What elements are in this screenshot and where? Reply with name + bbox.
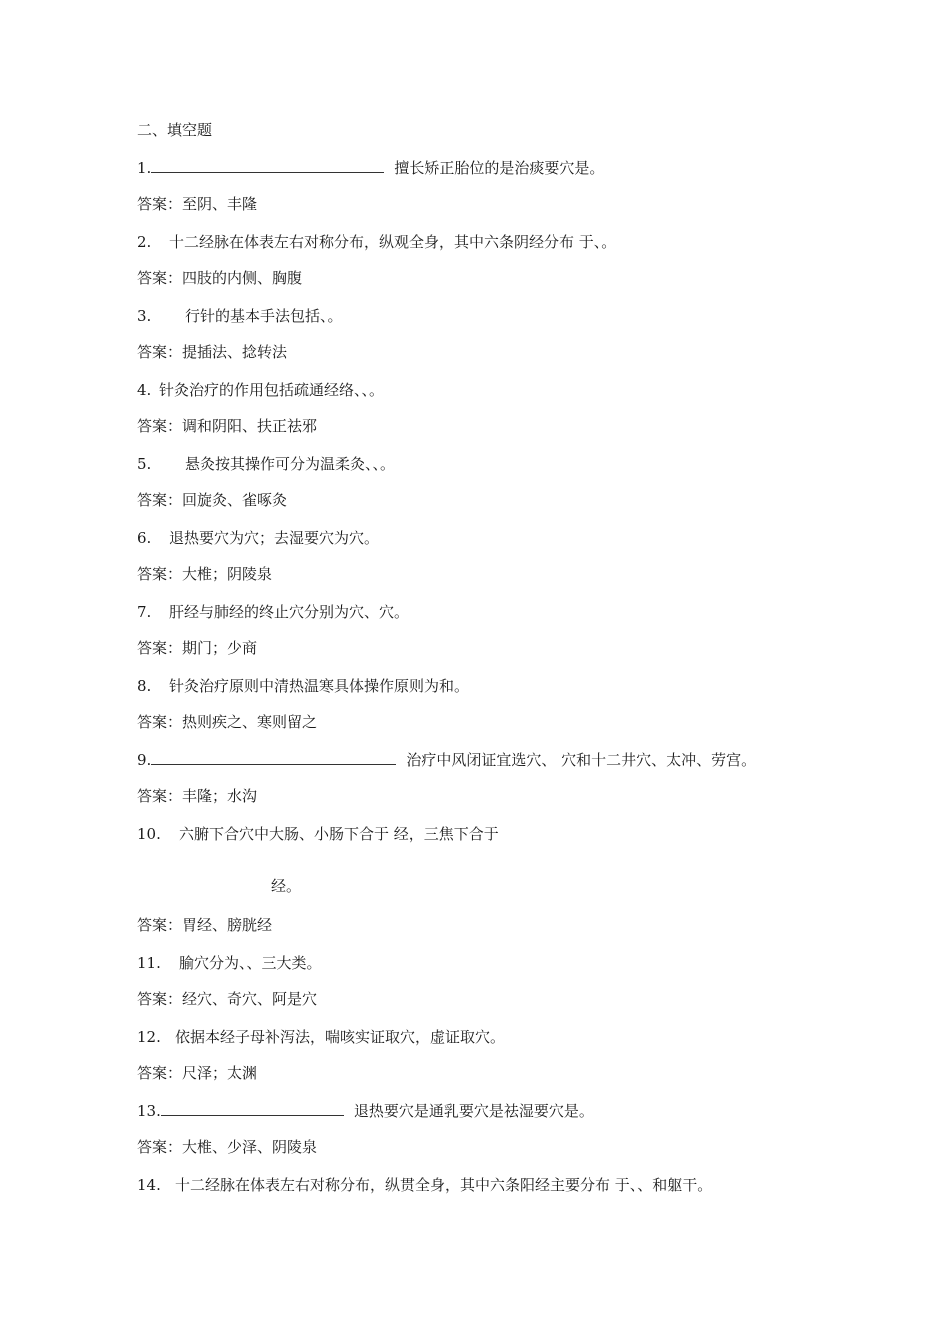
answer-2: 答案：四肢的内侧、胸腹: [137, 269, 303, 287]
question-text: 腧穴分为、、三大类。: [179, 954, 322, 972]
question-number: 13.: [137, 1102, 161, 1120]
answer-4: 答案：调和阴阳、扶正祛邪: [137, 417, 318, 435]
question-text: 六腑下合穴中大肠、小肠下合于 经，三焦下合于: [179, 825, 499, 843]
question-2: [137, 232, 616, 252]
question-14: [137, 1175, 712, 1195]
question-text: 针灸治疗的作用包括疏通经络、、。: [159, 381, 385, 399]
answer-blank: [151, 750, 396, 765]
question-7: [137, 602, 409, 622]
question-13: [137, 1101, 594, 1121]
section-title: 二、填空题: [137, 121, 213, 139]
answer-6: 答案：大椎；阴陵泉: [137, 565, 273, 583]
question-5: [137, 454, 395, 474]
question-text: 十二经脉在体表左右对称分布，纵观全身，其中六条阴经分布 于、。: [169, 233, 617, 251]
question-number: 3.: [137, 307, 152, 325]
question-number: 2.: [137, 233, 152, 251]
question-number: 10.: [137, 825, 161, 843]
question-11: [137, 953, 322, 973]
answer-3: 答案：提插法、捻转法: [137, 343, 288, 361]
question-text: 针灸治疗原则中清热温寒具体操作原则为和。: [169, 677, 470, 695]
question-number: 6.: [137, 529, 152, 547]
question-text: 肝经与肺经的终止穴分别为穴、穴。: [169, 603, 410, 621]
question-number: 8.: [137, 677, 152, 695]
question-number: 9.: [137, 751, 152, 769]
question-text: 依据本经子母补泻法，喘咳实证取穴，虚证取穴。: [175, 1028, 506, 1046]
answer-9: 答案：丰隆；水沟: [137, 787, 258, 805]
question-number: 14.: [137, 1176, 161, 1194]
question-10-continuation: 经。: [271, 877, 302, 895]
question-text: 退热要穴为穴；去湿要穴为穴。: [169, 529, 380, 547]
question-text: 十二经脉在体表左右对称分布，纵贯全身，其中六条阳经主要分布 于、、和躯干。: [175, 1176, 713, 1194]
question-text: 退热要穴是通乳要穴是祛湿要穴是。: [353, 1102, 594, 1120]
question-10: [137, 824, 499, 844]
question-text: 擅长矫正胎位的是治痰要穴是。: [394, 159, 605, 177]
answer-5: 答案：回旋灸、雀啄灸: [137, 491, 288, 509]
question-9: [137, 750, 756, 770]
question-12: [137, 1027, 505, 1047]
answer-7: 答案：期门；少商: [137, 639, 258, 657]
answer-13: 答案：大椎、少泽、阴陵泉: [137, 1138, 318, 1156]
question-number: 5.: [137, 455, 152, 473]
question-6: [137, 528, 379, 548]
answer-8: 答案：热则疾之、寒则留之: [137, 713, 318, 731]
question-text: 行针的基本手法包括、。: [185, 307, 343, 325]
question-number: 12.: [137, 1028, 161, 1046]
question-text: 治疗中风闭证宜选穴、 穴和十二井穴、太冲、劳宫。: [406, 751, 757, 769]
answer-1: 答案：至阴、丰隆: [137, 195, 258, 213]
question-4: [137, 380, 384, 400]
answer-10: 答案：胃经、膀胱经: [137, 916, 273, 934]
question-3: [137, 306, 343, 326]
question-number: 11.: [137, 954, 161, 972]
question-number: 7.: [137, 603, 152, 621]
question-number: 4.: [137, 381, 152, 399]
answer-blank: [161, 1101, 344, 1116]
question-text: 悬灸按其操作可分为温柔灸、、。: [185, 455, 396, 473]
answer-12: 答案：尺泽；太渊: [137, 1064, 258, 1082]
answer-11: 答案：经穴、奇穴、阿是穴: [137, 990, 318, 1008]
question-8: [137, 676, 469, 696]
answer-blank: [151, 158, 384, 173]
question-1: [137, 158, 604, 178]
question-number: 1.: [137, 159, 152, 177]
